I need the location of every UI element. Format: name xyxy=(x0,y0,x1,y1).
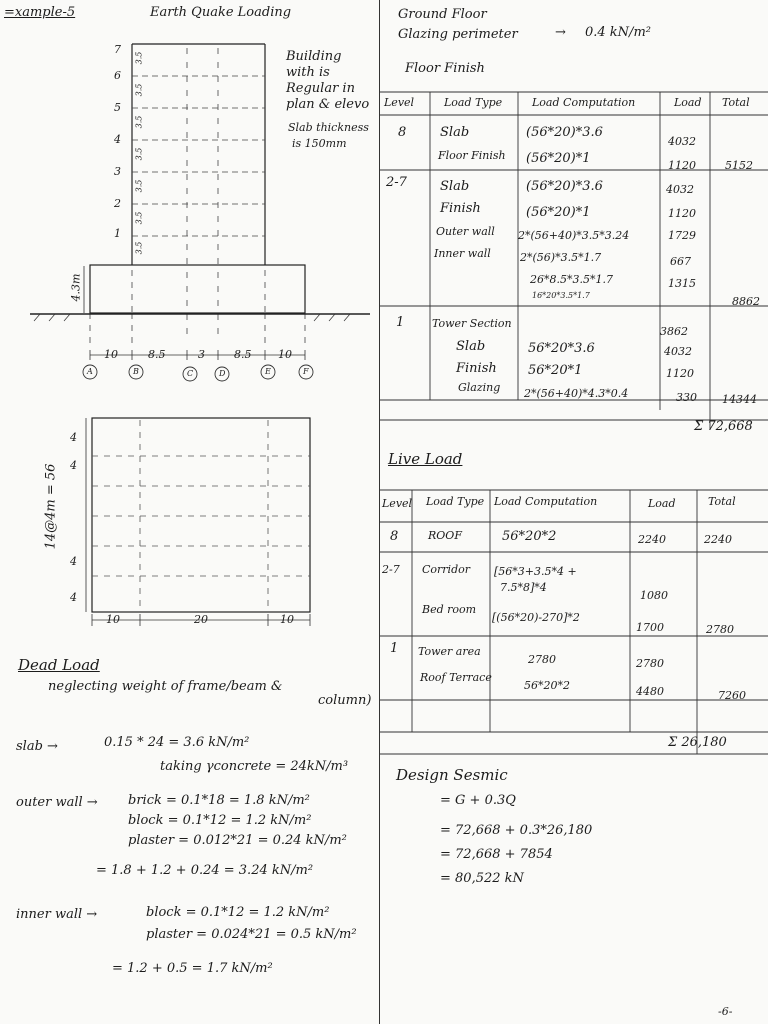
axis-label: A xyxy=(87,367,93,376)
span-label: 8.5 xyxy=(148,348,166,361)
table-cell: Finish xyxy=(456,361,497,376)
table-cell: 330 xyxy=(676,391,697,404)
table-cell: 1315 xyxy=(668,277,696,290)
table-cell: ROOF xyxy=(428,529,462,542)
table-cell: 2-7 xyxy=(382,563,400,576)
col-header: Load Type xyxy=(426,495,485,508)
table-cell: Roof Terrace xyxy=(420,671,492,684)
design-line: = 72,668 + 0.3*26,180 xyxy=(440,823,593,838)
plan-side-label: 14@4m = 56 xyxy=(43,463,59,550)
table-cell: 2240 xyxy=(704,533,732,546)
table-cell: 16*20*3.5*1.7 xyxy=(532,291,590,300)
level-label: 7 xyxy=(114,43,121,56)
col-header: Load Type xyxy=(444,96,503,109)
table-cell: 56*20*2 xyxy=(502,529,557,544)
live-table-sum: Σ 26,180 xyxy=(668,735,727,750)
table-cell: 5152 xyxy=(725,159,753,172)
col-header: Total xyxy=(722,96,750,109)
table-cell: 2780 xyxy=(528,653,556,666)
table-cell: 2*(56+40)*3.5*3.24 xyxy=(518,229,630,242)
table-cell: 26*8.5*3.5*1.7 xyxy=(530,273,613,286)
table-cell: 4032 xyxy=(664,345,692,358)
table-cell: Bed room xyxy=(422,603,477,616)
table-cell: 2*(56)*3.5*1.7 xyxy=(520,251,602,264)
table-cell: 56*20*3.6 xyxy=(528,341,595,356)
ground-floor-label: Ground Floor xyxy=(398,7,487,22)
inner-sum: = 1.2 + 0.5 = 1.7 kN/m² xyxy=(112,961,273,976)
span-label: 8.5 xyxy=(234,348,252,361)
table-cell: 8 xyxy=(390,529,399,544)
level-label: 5 xyxy=(114,101,121,114)
table-cell: Glazing xyxy=(458,381,501,394)
example-number: =xample-5 xyxy=(4,5,76,20)
table-cell: Outer wall xyxy=(436,225,495,238)
axis-label: F xyxy=(303,367,309,376)
inner-wall-label: inner wall → xyxy=(16,907,98,922)
table-cell: Finish xyxy=(440,201,481,216)
col-header: Load Computation xyxy=(532,96,636,109)
table-cell: 56*20*1 xyxy=(528,363,583,378)
table-cell: 4032 xyxy=(666,183,694,196)
slab-calc: 0.15 * 24 = 3.6 kN/m² xyxy=(104,735,250,750)
storey-height: 3.5 xyxy=(134,241,144,255)
outer-block: block = 0.1*12 = 1.2 kN/m² xyxy=(128,813,312,828)
table-cell: (56*20)*3.6 xyxy=(526,125,603,140)
base-height-label: 4.3m xyxy=(69,273,83,302)
outer-wall-label: outer wall → xyxy=(16,795,98,810)
table-cell: Slab xyxy=(440,125,470,140)
building-note: Regular in xyxy=(286,81,355,96)
col-header: Level xyxy=(384,96,415,109)
span-label: 10 xyxy=(104,348,118,361)
plan-dim: 10 xyxy=(106,613,120,626)
design-line: = 72,668 + 7854 xyxy=(440,847,553,862)
span-label: 3 xyxy=(198,348,205,361)
table-cell: (56*20)*1 xyxy=(526,151,591,166)
plan-tick: 4 xyxy=(70,431,77,444)
table-cell: (56*20)*1 xyxy=(526,205,591,220)
table-cell: [(56*20)-270]*2 xyxy=(492,611,580,624)
glazing-value: 0.4 kN/m² xyxy=(585,25,651,40)
table-cell: (56*20)*3.6 xyxy=(526,179,603,194)
glazing-label: Glazing perimeter xyxy=(398,27,518,42)
plan-tick: 4 xyxy=(70,591,77,604)
level-label: 2 xyxy=(114,197,121,210)
table-cell: 8 xyxy=(398,125,407,140)
axis-label: D xyxy=(219,369,226,378)
plan-tick: 4 xyxy=(70,459,77,472)
table-cell: 1120 xyxy=(666,367,694,380)
col-header: Total xyxy=(708,495,736,508)
table-cell: 7260 xyxy=(718,689,746,702)
axis-label: B xyxy=(133,367,139,376)
col-header: Level xyxy=(382,497,413,510)
table-cell: Slab xyxy=(456,339,486,354)
building-note: with is xyxy=(286,65,330,80)
table-cell: 4480 xyxy=(636,685,664,698)
table-cell: 1700 xyxy=(636,621,664,634)
building-note: plan & elevo xyxy=(286,97,370,112)
table-cell: 1080 xyxy=(640,589,668,602)
design-line: = G + 0.3Q xyxy=(440,793,516,808)
col-header: Load xyxy=(648,497,676,510)
page-title: Earth Quake Loading xyxy=(150,5,292,20)
table-cell: Floor Finish xyxy=(438,149,506,162)
table-cell: 1 xyxy=(390,641,399,656)
floor-finish-label: Floor Finish xyxy=(405,61,485,76)
storey-height: 3.5 xyxy=(134,179,144,193)
table-cell: 7.5*8]*4 xyxy=(500,581,547,594)
table-cell: 1729 xyxy=(668,229,696,242)
inner-block: block = 0.1*12 = 1.2 kN/m² xyxy=(146,905,330,920)
level-label: 4 xyxy=(114,133,121,146)
table-cell: 1120 xyxy=(668,207,696,220)
building-note: Building xyxy=(286,49,342,64)
table-cell: 4032 xyxy=(668,135,696,148)
span-label: 10 xyxy=(278,348,292,361)
slab-label: slab → xyxy=(16,739,58,754)
axis-label: C xyxy=(187,369,194,378)
table-cell: 2-7 xyxy=(386,175,407,190)
table-cell: 2240 xyxy=(638,533,666,546)
outer-brick: brick = 0.1*18 = 1.8 kN/m² xyxy=(128,793,310,808)
plan-tick: 4 xyxy=(70,555,77,568)
inner-plaster: plaster = 0.024*21 = 0.5 kN/m² xyxy=(146,927,357,942)
dead-load-heading: Dead Load xyxy=(18,656,100,674)
plan-dim: 20 xyxy=(194,613,208,626)
slab-note: Slab thickness xyxy=(288,121,369,134)
col-header: Load xyxy=(674,96,702,109)
outer-sum: = 1.8 + 1.2 + 0.24 = 3.24 kN/m² xyxy=(96,863,314,878)
table-cell: 667 xyxy=(670,255,691,268)
taking-note: taking γconcrete = 24kN/m³ xyxy=(160,759,349,774)
outer-plaster: plaster = 0.012*21 = 0.24 kN/m² xyxy=(128,833,347,848)
table-cell: 2780 xyxy=(636,657,664,670)
col-header: Load Computation xyxy=(494,495,598,508)
table-cell: [56*3+3.5*4 + xyxy=(494,565,577,578)
design-heading: Design Sesmic xyxy=(396,766,508,784)
table-cell: 2780 xyxy=(706,623,734,636)
slab-note: is 150mm xyxy=(292,137,347,150)
live-load-heading: Live Load xyxy=(388,450,463,468)
table-cell: 56*20*2 xyxy=(524,679,570,692)
plan-dim: 10 xyxy=(280,613,294,626)
table-cell: 1 xyxy=(396,315,405,330)
table-cell: 14344 xyxy=(722,393,757,406)
page-number: -6- xyxy=(718,1005,733,1018)
table-cell: Corridor xyxy=(422,563,470,576)
storey-height: 3.5 xyxy=(134,51,144,65)
level-label: 1 xyxy=(114,227,121,240)
table-cell: 2*(56+40)*4.3*0.4 xyxy=(524,387,629,400)
level-label: 3 xyxy=(114,165,121,178)
storey-height: 3.5 xyxy=(134,147,144,161)
table-cell: Slab xyxy=(440,179,470,194)
dead-load-note: neglecting weight of frame/beam & xyxy=(48,679,283,694)
glazing-arrow: → xyxy=(555,25,566,40)
table-cell: 1120 xyxy=(668,159,696,172)
storey-height: 3.5 xyxy=(134,83,144,97)
table-cell: 8862 xyxy=(732,295,760,308)
level-label: 6 xyxy=(114,69,121,82)
table-cell: Tower Section xyxy=(432,317,512,330)
table-cell: Inner wall xyxy=(434,247,491,260)
storey-height: 3.5 xyxy=(134,211,144,225)
floor-table-sum: Σ 72,668 xyxy=(694,419,753,434)
storey-height: 3.5 xyxy=(134,115,144,129)
design-line: = 80,522 kN xyxy=(440,871,524,886)
dead-load-note: column) xyxy=(318,693,372,708)
table-cell: Tower area xyxy=(418,645,481,658)
table-cell: 3862 xyxy=(660,325,688,338)
axis-label: E xyxy=(265,367,271,376)
